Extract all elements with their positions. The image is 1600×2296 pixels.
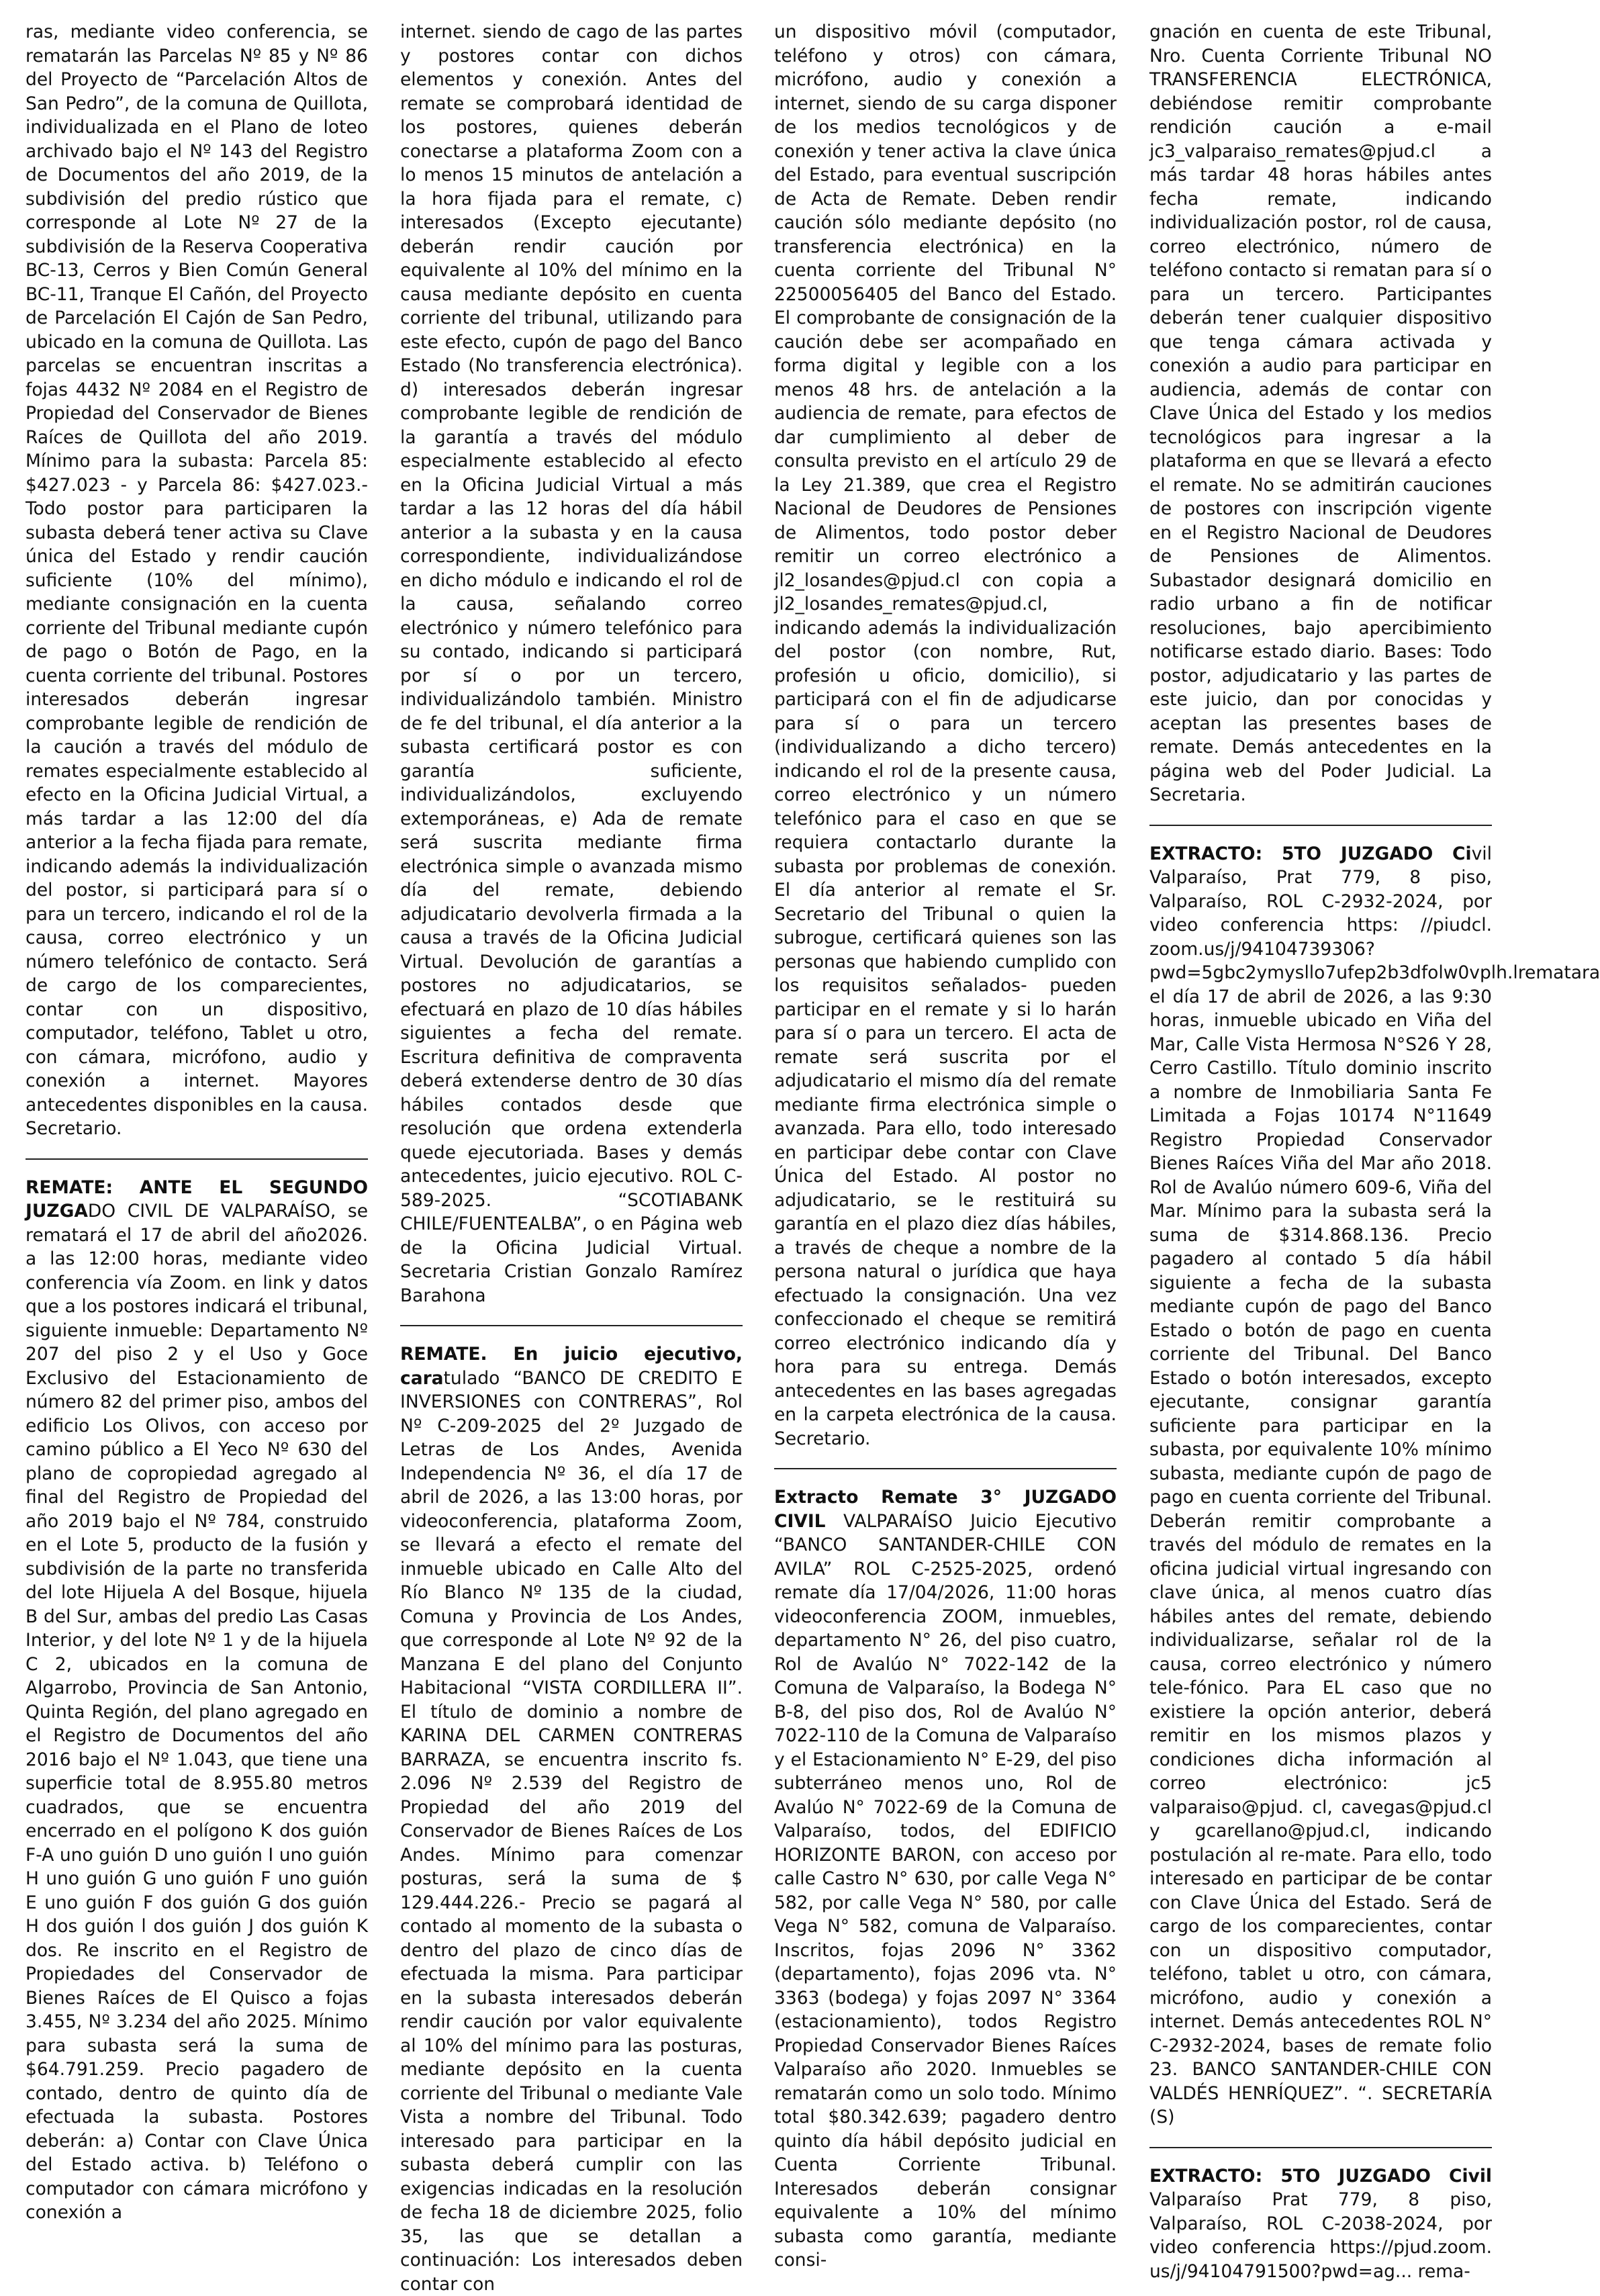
column-2 <box>400 20 743 2295</box>
legal-notice-continued <box>26 20 368 1141</box>
notice-body: VALPARAÍSO Juicio Ejecutivo “BANCO SANTANDER-CHILE CON AVILA” ROL C-2525-2025, ordenó remate día 17/04/2026, 11:00 horas videoconferencia ZOOM, inmuebles, departamento N° 26, del piso cuatro, Rol de Avalúo N° 7022-142 de la Comuna de Valparaíso, la Bodega N° B-8, del piso dos, Rol de Avalúo N° 7022-110 de la Comuna de Valparaíso y el Estacionamiento N° E-29, del piso subterráneo menos uno, Rol de Avalúo N° 7022-69 de la Comuna de Valparaíso, todos, del EDIFICIO HORIZONTE BARON, con acceso por calle Castro N° 630, por calle Vega N° 582, por calle Vega N° 580, por calle Vega N° 582, comuna de Valparaíso. Inscritos, fojas 2096 N° 3362 (departamento), fojas 2096 vta. N° 3363 (bodega) y fojas 2097 N° 3364 (estacionamiento), todos Registro Propiedad Conservador Bienes Raíces Valparaíso año 2020. Inmuebles se rematarán como un solo todo. Mínimo total $80.342.639; pagadero dentro quinto día hábil depósito judicial en Cuenta Corriente Tribunal. Interesados deberán consignar equivalente a 10% del mínimo subasta como garantía, mediante consi- <box>774 1510 1117 2270</box>
notice-divider <box>400 1325 743 1326</box>
notice-heading: EXTRACTO: 5TO JUZGADO Ci <box>1149 843 1472 864</box>
column-3 <box>774 20 1117 2270</box>
notice-body: DO CIVIL DE VALPARAÍSO, se rematará el 17 de abril del año2026. a las 12:00 horas, mediante video conferencia vía Zoom. en link y datos que a los postores indicará el tribunal, siguiente inmueble: Departamento Nº 207 del piso 2 y el Uso y Goce Exclusivo del Estacionamiento de número 82 del primer piso, ambos del edificio Los Olivos, con acceso por camino público a El Yeco Nº 630 del plano de copropiedad agregado al final del Registro de Propiedad del año 2019 bajo el Nº 784, construido en el Lote 5, producto de la fusión y subdivisión de la parte no transferida del lote Hijuela A del Bosque, hijuela B del Sur, ambas del predio Las Casas Interior, y del lote Nº 1 y de la hijuela C 2, ubicados en la comuna de Algarrobo, Provincia de San Antonio, Quinta Región, del plano agregado en el Registro de Documentos del año 2016 bajo el Nº 1.043, que tiene una superficie total de 8.955.80 metros cuadrados, que se encuentra encerrado en el polígono K dos guión F-A uno guión D uno guión I uno guión H uno guión G uno guión F uno guión E uno guión F dos guión G dos guión H dos guión l dos guión J dos guión K dos. Re inscrito en el Registro de Propiedades del Conservador de Bienes Raíces de El Quisco a fojas 3.455, Nº 3.234 del año 2025. Mínimo para subasta será la suma de $64.791.259. Precio pagadero de contado, dentro de quinto día de efectuada la subasta. Postores deberán: a) Contar con Clave Única del Estado activa. b) Teléfono o computador con cámara micrófono y conexión a <box>26 1201 368 2223</box>
legal-notice <box>1149 2164 1492 2284</box>
notice-divider <box>774 1468 1117 1469</box>
legal-notice-continued <box>774 20 1117 1451</box>
column-1 <box>26 20 368 2223</box>
legal-notice <box>26 1176 368 2225</box>
notice-heading: REMATE. En juicio ejecutivo, cara <box>400 1344 743 1389</box>
notice-divider <box>26 1158 368 1160</box>
legal-notice-continued <box>400 20 743 1307</box>
notice-body: internet. siendo de cago de las partes y postores contar con dichos elementos y conexión. Antes del remate se comprobará identidad de los postores, quienes deberán conectarse a plataforma Zoom con a lo menos 15 minutos de antelación a la hora fijada para el remate, c) interesados (Excepto ejecutante) deberán rendir caución por equivalente al 10% del mínimo en la causa mediante depósito en cuenta corriente del tribunal, utilizando para este efecto, cupón de pago del Banco Estado (No transferencia electrónica). d) interesados deberán ingresar comprobante legible de rendición de la garantía a través del módulo especialmente establecido al efecto en la Oficina Judicial Virtual a más tardar a las 12 horas del día hábil anterior a la subasta y en la causa correspondiente, individualizándose en dicho módulo e indicando el rol de la causa, señalando correo electrónico y número telefónico para su contado, indicando si participará por sí o por un tercero, individualizándolo también. Ministro de fe del tribunal, el día anterior a la subasta certificará postor es con garantía suficiente, individualizándolos, excluyendo extemporáneas, e) Ada de remate será suscrita mediante firma electrónica simple o avanzada mismo día del remate, debiendo adjudicatario devolverla firmada a la causa a través de la Oficina Judicial Virtual. Devolución de garantías a postores no adjudicatarios, se efectuará en plazo de 10 días hábiles siguientes a fecha del remate. Escritura definitiva de compraventa deberá extenderse dentro de 30 días hábiles contados desde que resolución que ordena extenderla quede ejecutoriada. Bases y demás antecedentes, juicio ejecutivo. ROL C-589-2025. “SCOTIABANK CHILE/FUENTEALBA”, o en Página web de la Oficina Judicial Virtual. Secretaria Cristian Gonzalo Ramírez Barahona <box>400 21 743 1306</box>
legal-notice-continued <box>1149 20 1492 807</box>
notice-body: gnación en cuenta de este Tribunal, Nro. Cuenta Corriente Tribunal NO TRANSFERENCIA ELECTRÓNICA, debiéndose remitir comprobante rendición caución a e-mail jc3_valparaiso_remates@pjud.cl a más tardar 48 horas hábiles antes fecha remate, indicando individualización postor, rol de causa, correo electrónico, número de teléfono contacto si rematan para sí o para un tercero. Participantes deberán tener cualquier dispositivo que tenga cámara activada y conexión a audio para participar en audiencia, además de contar con Clave Única del Estado y los medios tecnológicos para ingresar a la plataforma en que se llevará a efecto el remate. No se admitirán cauciones de postores con inscripción vigente en el Registro Nacional de Deudores de Pensiones de Alimentos. Subastador designará domicilio en radio urbano a fin de notificar resoluciones, bajo apercibimiento notificarse estado diario. Bases: Todo postor, adjudicatario y las partes de este juicio, dan por conocidas y aceptan las presentes bases de remate. Demás antecedentes en la página web del Poder Judicial. La Secretaria. <box>1149 21 1492 805</box>
notice-body: un dispositivo móvil (computador, teléfono y otros) con cámara, micrófono, audio y conexión a internet, siendo de su carga disponer de los medios tecnológicos y de conexión y tener activa la clave única del Estado, para eventual suscripción de Acta de Remate. Deben rendir caución sólo mediante depósito (no transferencia electrónica) en la cuenta corriente del Tribunal N° 22500056405 del Banco del Estado. El comprobante de consignación de la caución debe ser acompañado en forma digital y legible con a los menos 48 hrs. de antelación a la audiencia de remate, para efectos de dar cumplimiento al deber de consulta previsto en el artículo 29 de la Ley 21.389, que crea el Registro Nacional de Deudores de Pensiones de Alimentos, todo postor deber remitir un correo electrónico a jl2_losandes@pjud.cl con copia a jl2_losandes_remates@pjud.cl, indicando además la individualización del postor (con nombre, Rut, profesión u oficio, domicilio), si participará con el fin de adjudicarse para sí o para un tercero (individualizando a dicho tercero) indicando el rol de la presente causa, correo electrónico y un número telefónico para el caso en que se requiera contactarlo durante la subasta por problemas de conexión. El día anterior al remate el Sr. Secretario del Tribunal o quien la subrogue, certificará quienes son las personas que habiendo cumplido con los requisitos señalados- pueden participar en el remate y si lo harán para sí o para un tercero. El acta de remate será suscrita por el adjudicatario el mismo día del remate mediante firma electrónica simple o avanzada. Para ello, todo interesado en participar debe contar con Clave Única del Estado. Al postor no adjudicatario, se le restituirá su garantía en el plazo diez días hábiles, a través de cheque a nombre de la persona natural o jurídica que haya efectuado la consignación. Una vez confeccionado el cheque se remitirá correo electrónico indicando día y hora para su entrega. Demás antecedentes en las bases agregadas en la carpeta electrónica de la causa. Secretario. <box>774 21 1117 1449</box>
notice-heading: Extracto Remate 3° JUZGADO CIVIL <box>774 1487 1117 1532</box>
notice-body: vil Valparaíso, Prat 779, 8 piso, Valparaíso, ROL C-2932-2024, por video conferencia https: //piudcl. zoom.us/j/94104739306?pwd=5gbc2ymysllo7ufep2b3dfolw0vplh.lrematara el día 17 de abril de 2026, a las 9:30 horas, inmueble ubicado en Viña del Mar, Calle Vista Hermosa N°S26 Y 28, Cerro Castillo. Título dominio inscrito a nombre de Inmobiliaria Santa Fe Limitada a Fojas 10174 N°11649 Registro Propiedad Conservador Bienes Raíces Viña del Mar año 2018. Rol de Avalúo número 609-6, Viña del Mar. Mínimo para la subasta será la suma de $314.868.136. Precio pagadero al contado 5 día hábil siguiente a fecha de la subasta mediante cupón de pago del Banco Estado o botón de pago en cuenta corriente del Tribunal. Del Banco Estado o botón interesados, excepto ejecutante, consignar garantía suficiente para participar en la subasta, por equivalente 10% mínimo subasta, mediante cupón de pago de pago en cuenta corriente del Tribunal. Deberán remitir comprobante a través del módulo de remates en la oficina judicial virtual ingresando con clave única, al menos cuatro días hábiles antes del remate, debiendo individualizarse, señalar rol de la causa, correo electrónico y número tele-fónico. Para EL caso que no existiere la opción anterior, deberá remitir en los mismos plazos y condiciones dicha información al correo electrónico: jc5 valparaiso@pjud. cl, cavegas@pjud.cl y gcarellano@pjud.cl, indicando postulación al re-mate. Para ello, todo interesado en participar de be contar con Clave Única del Estado. Será de cargo de los comparecientes, contar con un dispositivo computador, teléfono, tablet u otro, con cámara, micrófono, audio y conexión a internet. Demás antecedentes ROL N° C-2932-2024, bases de remate folio 23. BANCO SANTANDER-CHILE CON VALDÉS HENRÍQUEZ”. “. SECRETARÍA (S) <box>1149 843 1600 2127</box>
notice-heading: EXTRACTO: 5TO JUZGADO Civil <box>1149 2165 1492 2187</box>
notice-body: Valparaíso Prat 779, 8 piso, Valparaíso, ROL C-2038-2024, por video conferencia https://pjud.zoom. us/j/94104791500?pwd=ag... rema- <box>1149 2189 1492 2282</box>
legal-notice <box>774 1485 1117 2272</box>
notice-body: tulado “BANCO DE CREDITO E INVERSIONES con CONTRERAS”, Rol Nº C-209-2025 del 2º Juzgado de Letras de Los Andes, Avenida Independencia Nº 36, el día 17 de abril de 2026, a las 13:00 horas, por videoconferencia, plataforma Zoom, se llevará a efecto el remate del inmueble ubicado en Calle Alto del Río Blanco Nº 135 de la ciudad, Comuna y Provincia de Los Andes, que corresponde al Lote Nº 92 de la Manzana E del plano del Conjunto Habitacional “VISTA CORDILLERA II”. El título de dominio a nombre de KARINA DEL CARMEN CONTRERAS BARRAZA, se encuentra inscrito fs. 2.096 Nº 2.539 del Registro de Propiedad del año 2019 del Conservador de Bienes Raíces de Los Andes. Mínimo para comenzar posturas, será la suma de $ 129.444.226.- Precio se pagará al contado al momento de la subasta o dentro del plazo de cinco días de efectuada la misma. Para participar en la subasta interesados deberán rendir caución por valor equivalente al 10% del mínimo para las posturas, mediante depósito en la cuenta corriente del Tribunal o mediante Vale Vista a nombre del Tribunal. Todo interesado para participar en la subasta deberá cumplir con las exigencias indicadas en la resolución de fecha 18 de diciembre 2025, folio 35, las que se detallan a continuación: Los interesados deben contar con <box>400 1367 743 2295</box>
notice-body: ras, mediante video conferencia, se rematarán las Parcelas Nº 85 y Nº 86 del Proyecto de “Parcelación Altos de San Pedro”, de la comuna de Quillota, individualizada en el Plano de loteo archivado bajo el Nº 143 del Registro de Documentos del año 2019, de la subdivisión del predio rústico que corresponde al Lote Nº 27 de la subdivisión de la Reserva Cooperativa BC-13, Cerros y Bien Común General BC-11, Tranque El Cañón, del Proyecto de Parcelación El Cajón de San Pedro, ubicado en la comuna de Quillota. Las parcelas se encuentran inscritas a fojas 4432 Nº 2084 en el Registro de Propiedad del Conservador de Bienes Raíces de Quillota del año 2019. Mínimo para la subasta: Parcela 85: $427.023 - y Parcela 86: $427.023.-Todo postor para participaren la subasta deberá tener activa su Clave única del Estado y rendir caución suficiente (10% del mínimo), mediante consignación en la cuenta corriente del Tribunal mediante cupón de pago o Botón de Pago, en la cuenta corriente del tribunal. Postores interesados deberán ingresar comprobante legible de rendición de la caución a través del módulo de remates especialmente establecido al efecto en la Oficina Judicial Virtual, a más tardar a las 12:00 del día anterior a la fecha fijada para remate, indicando además la individualización del postor, si participará para sí o para un tercero, indicando el rol de la causa, correo electrónico y un número telefónico de contacto. Será de cargo de los comparecientes, contar con un dispositivo, computador, teléfono, Tablet u otro, con cámara, micrófono, audio y conexión a internet. Mayores antecedentes disponibles en la causa. Secretario. <box>26 21 368 1139</box>
notice-heading: REMATE: ANTE EL SEGUNDO JUZGA <box>26 1177 368 1222</box>
notice-divider <box>1149 825 1492 826</box>
legal-notice <box>400 1342 743 2296</box>
legal-notice <box>1149 842 1600 2129</box>
notice-divider <box>1149 2147 1492 2148</box>
column-4 <box>1149 20 1600 2282</box>
